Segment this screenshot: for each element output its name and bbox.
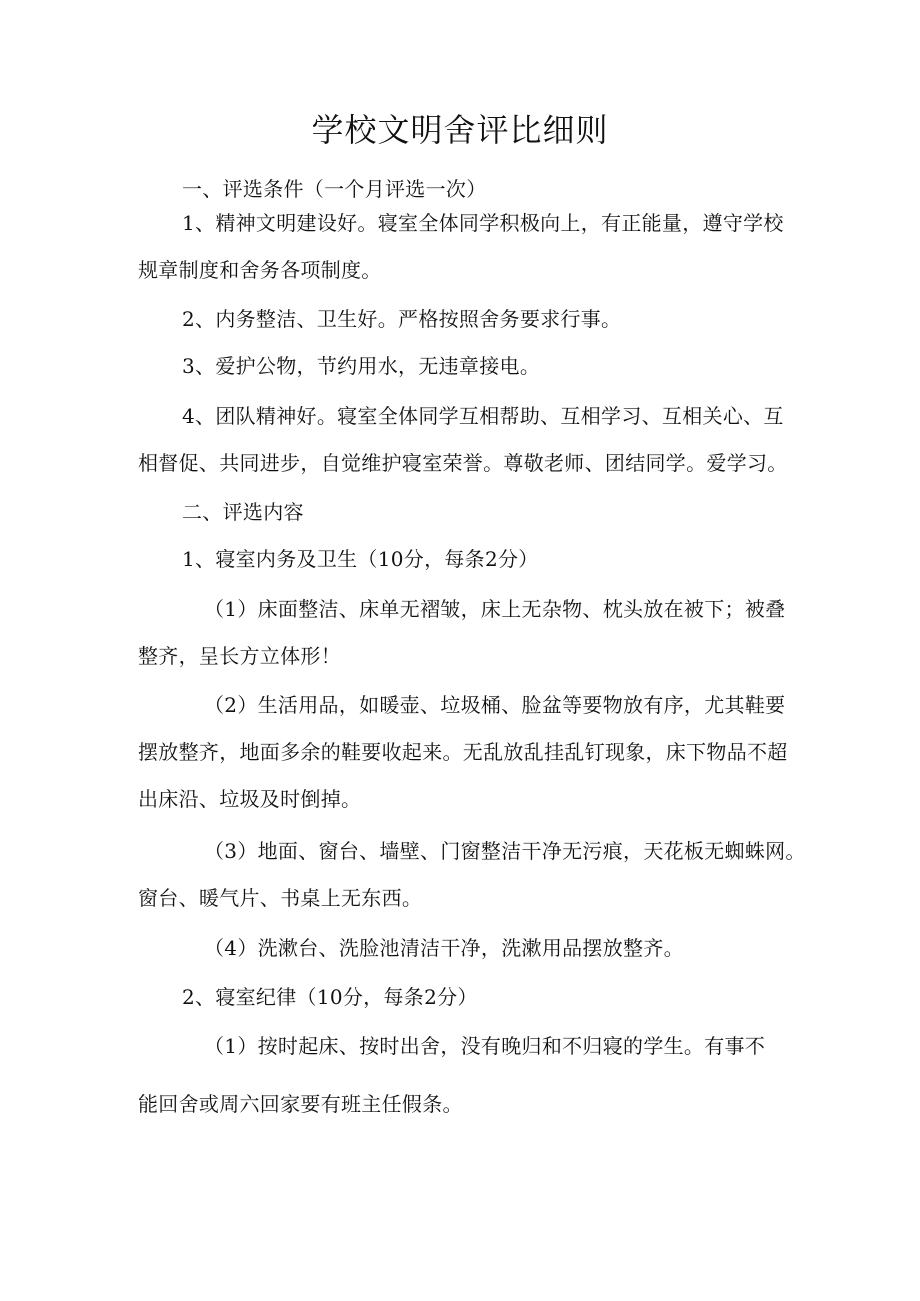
content-heading-hygiene: 1、寝室内务及卫生（10分，每条2分） (182, 547, 539, 571)
discipline-item-1-line-1: （1）按时起床、按时出舍，没有晚归和不归寝的学生。有事不 (204, 1034, 766, 1058)
section-heading-criteria: 一、评选条件（一个月评选一次） (182, 177, 487, 201)
hygiene-item-4: （4）洗漱台、洗脸池清洁干净，洗漱用品摆放整齐。 (204, 936, 684, 960)
criteria-item-4: 4、团队精神好。寝室全体同学互相帮助、互相学习、互相关心、互相督促、共同进步，自觉维护寝室荣誉。尊敬老师、团结同学。爱学习。 (138, 404, 788, 475)
hygiene-item-3: （3）地面、窗台、墙壁、门窗整洁干净无污痕，天花板无蜘蛛网。窗台、暖气片、书桌上无东西。 (138, 839, 806, 910)
discipline-item-1-line-2: 能回舍或周六回家要有班主任假条。 (138, 1092, 463, 1116)
content-heading-discipline: 2、寝室纪律（10分，每条2分） (182, 985, 478, 1009)
section-heading-content: 二、评选内容 (182, 500, 304, 524)
hygiene-item-1: （1）床面整洁、床单无褶皱，床上无杂物、枕头放在被下；被叠整齐，呈长方立体形！ (138, 597, 786, 668)
criteria-item-1: 1、精神文明建设好。寝室全体同学积极向上，有正能量，遵守学校规章制度和舍务各项制度。 (138, 211, 784, 282)
criteria-item-3: 3、爱护公物，节约用水，无违章接电。 (182, 354, 541, 378)
document-title: 学校文明舍评比细则 (311, 111, 609, 149)
criteria-item-2: 2、内务整洁、卫生好。严格按照舍务要求行事。 (182, 307, 622, 331)
hygiene-item-2: （2）生活用品，如暖壶、垃圾桶、脸盆等要物放有序，尤其鞋要摆放整齐，地面多余的鞋要收起来。无乱放乱挂乱钉现象，床下物品不超出床沿、垃圾及时倒掉。 (138, 693, 788, 811)
